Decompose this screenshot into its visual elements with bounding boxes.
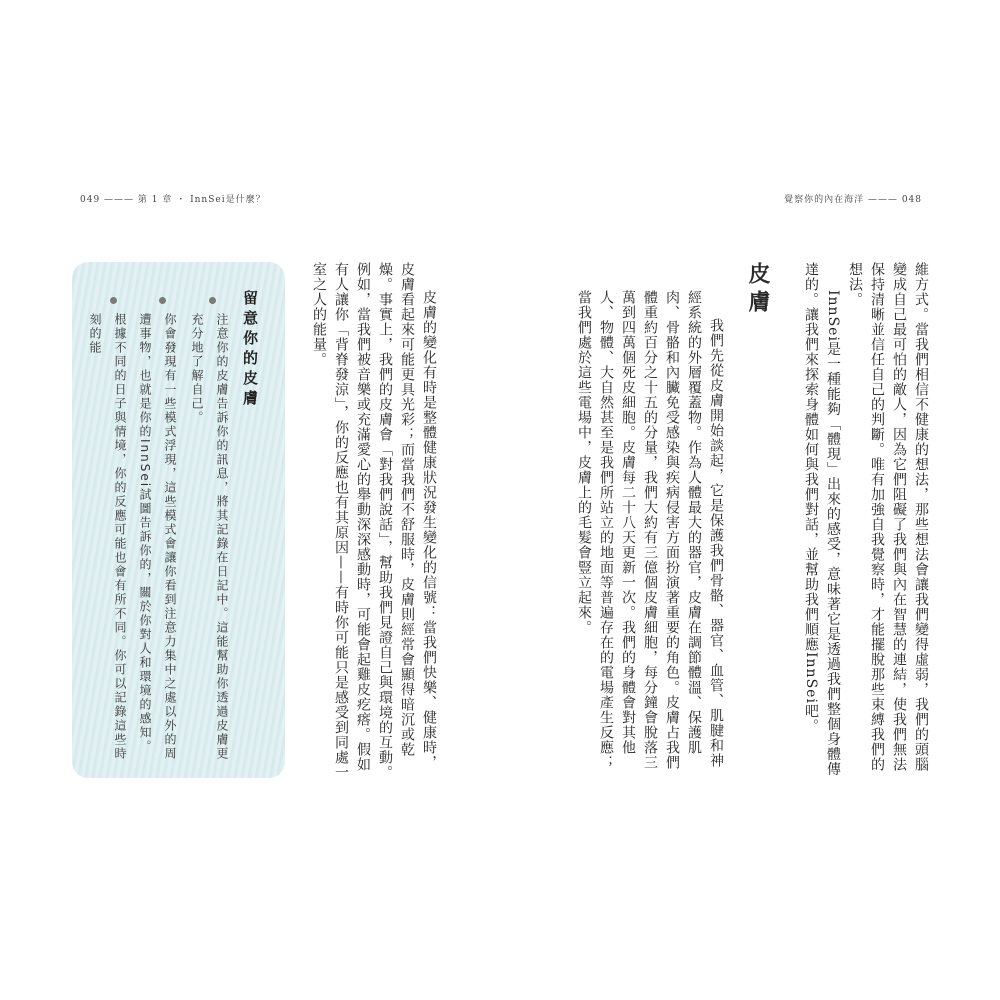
left-body-paragraph xyxy=(308,262,440,782)
tip-bullet-3 xyxy=(80,313,132,773)
skin-paragraph xyxy=(565,290,727,782)
innsei-text: InnSei是一種能夠「體現」出來的感受，意味著它是透過我們整個身體傳達的。讓我們來探索身體如何與我們對話，並幫助我們順應InnSei吧。 xyxy=(803,262,841,777)
intro-paragraph xyxy=(800,262,932,782)
tip-bullet-2 xyxy=(130,313,182,773)
intro-text: 維方式。當我們相信不健康的想法，那些想法會讓我們變得虛弱，我們的頭腦變成自己最可怕的敵人，因為它們阻礙了我們與內在智慧的連結，使我們無法保持清晰並信任自己的判斷。唯有加強自我覺察時，才能擺脫那些束縛我們的想法。 xyxy=(847,262,929,772)
tip-bullet-1 xyxy=(182,313,234,773)
skin-text: 我們先從皮膚開始談起，它是保護我們骨骼、器官、血管、肌腱和神經系統的外層覆蓋物。作為人體最大的器官，皮膚在調節體溫、保護肌肉、骨骼和內臟免受感染與疾病侵害方面扮演著重要的角色。皮膚占我們體重約百分之十五的分量，我們大約有三億個皮膚細胞，每分鐘會脫落三萬到四萬個死皮細胞。皮膚每二十八天更新一次。我們的身體會對其他人、物體、大自然甚至是我們所站立的地面等普遍存在的電場產生反應；當我們處於這些電場中，皮膚上的毛髮會豎立起來。 xyxy=(576,290,724,770)
bullet-dot-2 xyxy=(159,297,166,304)
right-page-header: 覺察你的內在海洋 ——— 048 xyxy=(784,195,922,205)
tip-bullet-3-text: 根據不同的日子與情境，你的反應可能也會有所不同。你可以記錄這些時刻的能 xyxy=(88,313,127,761)
tip-bullet-1-text: 注意你的皮膚告訴你的訊息，將其記錄在日記中。這能幫助你透過皮膚更充分地了解自己。 xyxy=(190,313,229,761)
bullet-dot-1 xyxy=(209,297,216,304)
left-body-text: 皮膚的變化有時是整體健康狀況發生變化的信號：當我們快樂、健康時，皮膚看起來可能更具光彩；而當我們不舒服時，皮膚則經常會顯得暗沉或乾燥。事實上，我們的皮膚會「對我們說話」，幫助我們見證自己與環境的互動。例如，當我們被音樂或充滿愛心的舉動深深感動時，可能會起雞皮疙瘩。假如有人讓你「背脊發涼」，你的反應也有其原因——有時你可能只是感受到同處一室之人的能量。 xyxy=(311,262,437,780)
tip-box-title: 留意你的皮膚 xyxy=(241,290,259,410)
section-title: 皮膚 xyxy=(745,262,770,318)
left-page-header: 049 ——— 第 1 章 ・ InnSei是什麼？ xyxy=(80,195,266,205)
bullet-dot-3 xyxy=(110,297,117,304)
tip-bullet-2-text: 你會發現有一些模式浮現，這些模式會讓你看到注意力集中之處以外的周遭事物，也就是你的InnSei試圖告訴你的，關於你對人和環境的感知。 xyxy=(138,313,177,761)
